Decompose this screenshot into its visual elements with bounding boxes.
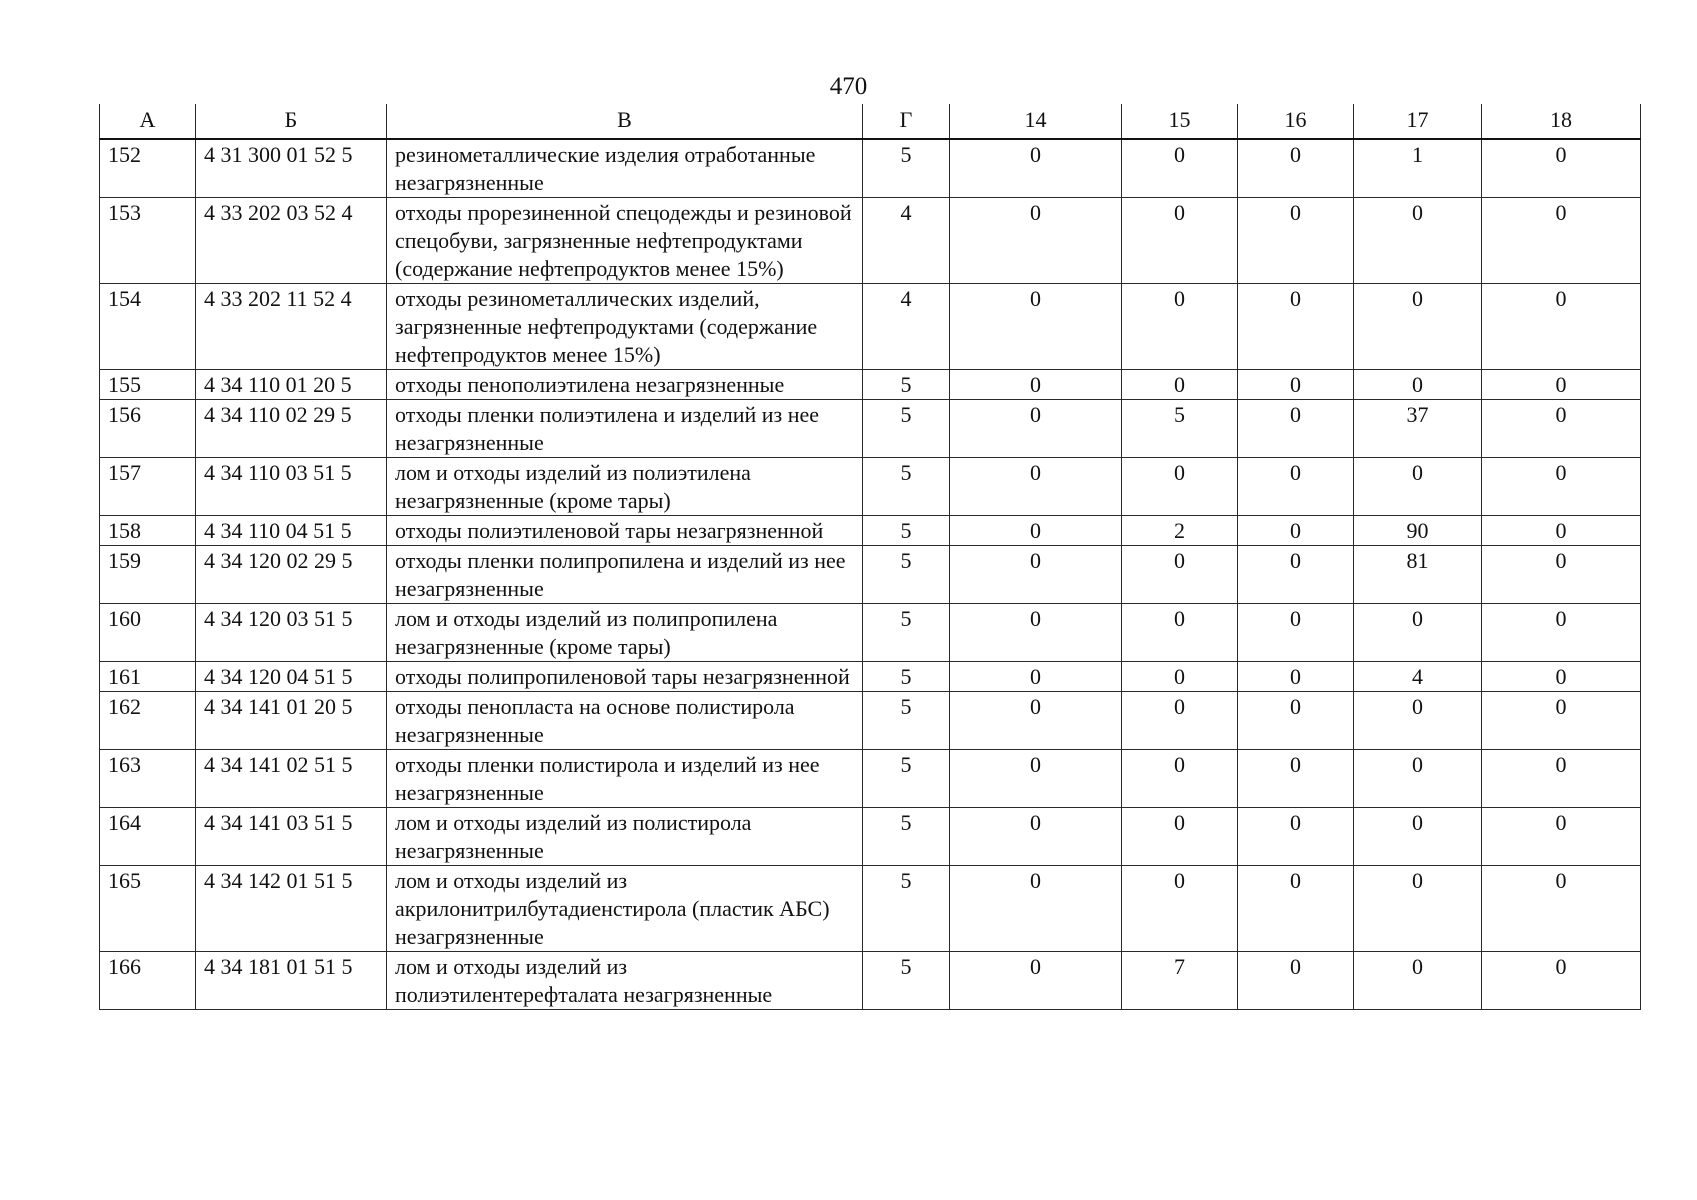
- waste-code-cell: 4 34 120 03 51 5: [196, 604, 387, 662]
- col-18-cell: 0: [1482, 952, 1641, 1010]
- waste-code-cell: 4 34 110 02 29 5: [196, 400, 387, 458]
- waste-code-cell: 4 34 142 01 51 5: [196, 866, 387, 952]
- col-15-cell: 0: [1122, 808, 1238, 866]
- waste-name-cell: лом и отходы изделий из полиэтилентерефталата незагрязненные: [387, 952, 863, 1010]
- waste-name-cell: отходы пленки полистирола и изделий из нее незагрязненные: [387, 750, 863, 808]
- row-number-cell: 152: [100, 139, 196, 198]
- col-16-cell: 0: [1238, 400, 1354, 458]
- header-cell: Б: [196, 104, 387, 139]
- col-15-cell: 0: [1122, 370, 1238, 400]
- waste-code-cell: 4 34 110 01 20 5: [196, 370, 387, 400]
- col-18-cell: 0: [1482, 692, 1641, 750]
- hazard-class-cell: 5: [863, 604, 950, 662]
- col-14-cell: 0: [950, 284, 1122, 370]
- hazard-class-cell: 5: [863, 400, 950, 458]
- hazard-class-cell: 5: [863, 516, 950, 546]
- col-18-cell: 0: [1482, 546, 1641, 604]
- row-number-cell: 165: [100, 866, 196, 952]
- table-row: [100, 198, 1641, 284]
- col-16-cell: 0: [1238, 604, 1354, 662]
- col-15-cell: 0: [1122, 198, 1238, 284]
- col-16-cell: 0: [1238, 370, 1354, 400]
- row-number-cell: 154: [100, 284, 196, 370]
- col-14-cell: 0: [950, 604, 1122, 662]
- col-18-cell: 0: [1482, 284, 1641, 370]
- hazard-class-cell: 4: [863, 198, 950, 284]
- row-number-cell: 162: [100, 692, 196, 750]
- col-14-cell: 0: [950, 400, 1122, 458]
- col-16-cell: 0: [1238, 284, 1354, 370]
- col-15-cell: 0: [1122, 750, 1238, 808]
- col-16-cell: 0: [1238, 139, 1354, 198]
- row-number-cell: 159: [100, 546, 196, 604]
- col-14-cell: 0: [950, 198, 1122, 284]
- col-18-cell: 0: [1482, 139, 1641, 198]
- table-row: [100, 604, 1641, 662]
- table-row: [100, 808, 1641, 866]
- waste-code-cell: 4 33 202 11 52 4: [196, 284, 387, 370]
- page-number: 470: [829, 73, 868, 100]
- col-15-cell: 0: [1122, 546, 1238, 604]
- col-17-cell: 0: [1354, 198, 1482, 284]
- waste-code-cell: 4 34 110 03 51 5: [196, 458, 387, 516]
- table-row: [100, 284, 1641, 370]
- col-15-cell: 7: [1122, 952, 1238, 1010]
- row-number-cell: 160: [100, 604, 196, 662]
- col-15-cell: 0: [1122, 662, 1238, 692]
- waste-name-cell: отходы прорезиненной спецодежды и резиновой спецобуви, загрязненные нефтепродуктами (содержание нефтепродуктов менее 15%): [387, 198, 863, 284]
- header-cell: 14: [950, 104, 1122, 139]
- waste-name-cell: лом и отходы изделий из акрилонитрилбутадиенстирола (пластик АБС) незагрязненные: [387, 866, 863, 952]
- col-17-cell: 0: [1354, 952, 1482, 1010]
- col-15-cell: 0: [1122, 284, 1238, 370]
- waste-code-cell: 4 34 120 02 29 5: [196, 546, 387, 604]
- waste-name-cell: отходы пенополиэтилена незагрязненные: [387, 370, 863, 400]
- header-cell: Г: [863, 104, 950, 139]
- waste-code-cell: 4 34 141 01 20 5: [196, 692, 387, 750]
- waste-code-cell: 4 33 202 03 52 4: [196, 198, 387, 284]
- header-cell: 18: [1482, 104, 1641, 139]
- table-row: [100, 516, 1641, 546]
- waste-name-cell: лом и отходы изделий из полистирола незагрязненные: [387, 808, 863, 866]
- col-14-cell: 0: [950, 139, 1122, 198]
- waste-code-cell: 4 34 120 04 51 5: [196, 662, 387, 692]
- col-17-cell: 0: [1354, 370, 1482, 400]
- row-number-cell: 153: [100, 198, 196, 284]
- col-18-cell: 0: [1482, 662, 1641, 692]
- waste-name-cell: отходы резинометаллических изделий, загрязненные нефтепродуктами (содержание нефтепродуктов менее 15%): [387, 284, 863, 370]
- waste-name-cell: отходы пенопласта на основе полистирола незагрязненные: [387, 692, 863, 750]
- col-17-cell: 1: [1354, 139, 1482, 198]
- table-row: [100, 546, 1641, 604]
- hazard-class-cell: 5: [863, 808, 950, 866]
- hazard-class-cell: 5: [863, 662, 950, 692]
- hazard-class-cell: 5: [863, 952, 950, 1010]
- table-row: [100, 458, 1641, 516]
- col-14-cell: 0: [950, 750, 1122, 808]
- header-cell: В: [387, 104, 863, 139]
- table-header: [100, 104, 1641, 139]
- col-15-cell: 0: [1122, 692, 1238, 750]
- col-17-cell: 0: [1354, 458, 1482, 516]
- waste-name-cell: отходы пленки полипропилена и изделий из нее незагрязненные: [387, 546, 863, 604]
- col-14-cell: 0: [950, 370, 1122, 400]
- header-row: [100, 104, 1641, 139]
- col-17-cell: 81: [1354, 546, 1482, 604]
- hazard-class-cell: 5: [863, 866, 950, 952]
- col-16-cell: 0: [1238, 808, 1354, 866]
- col-18-cell: 0: [1482, 516, 1641, 546]
- row-number-cell: 164: [100, 808, 196, 866]
- col-14-cell: 0: [950, 866, 1122, 952]
- col-14-cell: 0: [950, 692, 1122, 750]
- waste-name-cell: отходы полипропиленовой тары незагрязненной: [387, 662, 863, 692]
- col-16-cell: 0: [1238, 866, 1354, 952]
- waste-table: [99, 104, 1641, 1010]
- col-16-cell: 0: [1238, 952, 1354, 1010]
- col-17-cell: 4: [1354, 662, 1482, 692]
- table-row: [100, 662, 1641, 692]
- col-16-cell: 0: [1238, 458, 1354, 516]
- col-14-cell: 0: [950, 516, 1122, 546]
- table-row: [100, 400, 1641, 458]
- row-number-cell: 166: [100, 952, 196, 1010]
- col-15-cell: 5: [1122, 400, 1238, 458]
- table-row: [100, 750, 1641, 808]
- col-14-cell: 0: [950, 662, 1122, 692]
- col-14-cell: 0: [950, 546, 1122, 604]
- col-18-cell: 0: [1482, 604, 1641, 662]
- header-cell: 17: [1354, 104, 1482, 139]
- header-cell: 16: [1238, 104, 1354, 139]
- hazard-class-cell: 5: [863, 750, 950, 808]
- col-18-cell: 0: [1482, 458, 1641, 516]
- table-body: [100, 139, 1641, 1010]
- col-18-cell: 0: [1482, 198, 1641, 284]
- col-17-cell: 0: [1354, 750, 1482, 808]
- col-18-cell: 0: [1482, 400, 1641, 458]
- col-16-cell: 0: [1238, 692, 1354, 750]
- header-cell: А: [100, 104, 196, 139]
- col-18-cell: 0: [1482, 866, 1641, 952]
- waste-name-cell: отходы пленки полиэтилена и изделий из нее незагрязненные: [387, 400, 863, 458]
- waste-name-cell: лом и отходы изделий из полиэтилена незагрязненные (кроме тары): [387, 458, 863, 516]
- table-row: [100, 370, 1641, 400]
- table-row: [100, 866, 1641, 952]
- row-number-cell: 155: [100, 370, 196, 400]
- hazard-class-cell: 5: [863, 458, 950, 516]
- waste-name-cell: резинометаллические изделия отработанные незагрязненные: [387, 139, 863, 198]
- col-18-cell: 0: [1482, 370, 1641, 400]
- waste-code-cell: 4 34 110 04 51 5: [196, 516, 387, 546]
- col-16-cell: 0: [1238, 198, 1354, 284]
- col-17-cell: 37: [1354, 400, 1482, 458]
- hazard-class-cell: 5: [863, 692, 950, 750]
- col-17-cell: 0: [1354, 808, 1482, 866]
- col-14-cell: 0: [950, 952, 1122, 1010]
- col-18-cell: 0: [1482, 808, 1641, 866]
- table-row: [100, 692, 1641, 750]
- header-cell: 15: [1122, 104, 1238, 139]
- waste-name-cell: отходы полиэтиленовой тары незагрязненной: [387, 516, 863, 546]
- col-15-cell: 0: [1122, 139, 1238, 198]
- row-number-cell: 163: [100, 750, 196, 808]
- col-16-cell: 0: [1238, 750, 1354, 808]
- hazard-class-cell: 5: [863, 139, 950, 198]
- col-17-cell: 0: [1354, 692, 1482, 750]
- col-17-cell: 0: [1354, 866, 1482, 952]
- col-16-cell: 0: [1238, 516, 1354, 546]
- col-17-cell: 90: [1354, 516, 1482, 546]
- col-16-cell: 0: [1238, 546, 1354, 604]
- waste-code-cell: 4 34 181 01 51 5: [196, 952, 387, 1010]
- col-15-cell: 0: [1122, 866, 1238, 952]
- hazard-class-cell: 5: [863, 546, 950, 604]
- row-number-cell: 156: [100, 400, 196, 458]
- waste-code-cell: 4 31 300 01 52 5: [196, 139, 387, 198]
- col-14-cell: 0: [950, 458, 1122, 516]
- row-number-cell: 158: [100, 516, 196, 546]
- table-row: [100, 139, 1641, 198]
- col-15-cell: 0: [1122, 458, 1238, 516]
- col-17-cell: 0: [1354, 284, 1482, 370]
- table-row: [100, 952, 1641, 1010]
- col-16-cell: 0: [1238, 662, 1354, 692]
- hazard-class-cell: 5: [863, 370, 950, 400]
- col-17-cell: 0: [1354, 604, 1482, 662]
- waste-code-cell: 4 34 141 02 51 5: [196, 750, 387, 808]
- hazard-class-cell: 4: [863, 284, 950, 370]
- col-15-cell: 2: [1122, 516, 1238, 546]
- col-15-cell: 0: [1122, 604, 1238, 662]
- row-number-cell: 157: [100, 458, 196, 516]
- waste-code-cell: 4 34 141 03 51 5: [196, 808, 387, 866]
- row-number-cell: 161: [100, 662, 196, 692]
- waste-name-cell: лом и отходы изделий из полипропилена незагрязненные (кроме тары): [387, 604, 863, 662]
- col-18-cell: 0: [1482, 750, 1641, 808]
- col-14-cell: 0: [950, 808, 1122, 866]
